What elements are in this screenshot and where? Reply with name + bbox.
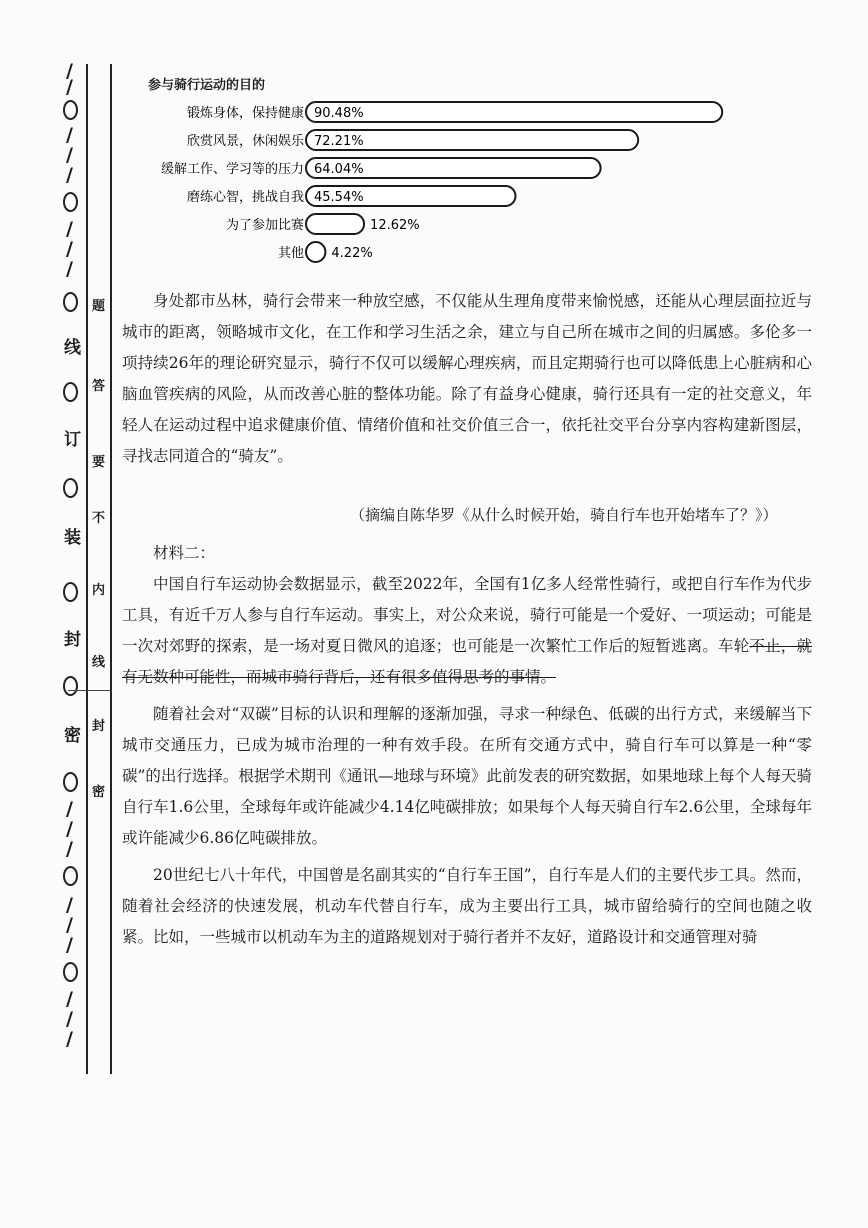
cut-circle	[63, 582, 78, 602]
notice-word: 答	[92, 379, 106, 394]
cut-circle	[63, 962, 78, 982]
chart-title: 参与骑行运动的目的	[148, 78, 266, 93]
paragraph	[122, 569, 812, 693]
bar	[306, 214, 364, 234]
category-label: 其他	[277, 246, 304, 261]
cut-mark: /	[66, 60, 73, 82]
value-label: 45.54%	[314, 190, 364, 205]
cut-circle	[63, 100, 78, 120]
cut-mark: /	[66, 914, 73, 936]
paragraph: 随着社会对“双碳”目标的认识和理解的逐渐加强，寻求一种绿色、低碳的出行方式，来缓解当下城市交通压力，已成为城市治理的一种有效手段。在所有交通方式中，骑自行车可以算是一种“零碳”的出行选择。根据学术期刊《通讯—地球与环境》此前发表的研究数据，如果地球上每个人每天骑自行车1.6公里，全球每年或许能减少4.14亿吨碳排放；如果每个人每天骑自行车2.6公里，全球每年或许能减少6.86亿吨碳排放。	[122, 705, 812, 847]
margin-rule-left	[86, 64, 88, 1074]
margin-rule-right	[110, 64, 112, 1074]
notice-word: 题	[92, 299, 106, 314]
material-2-body	[122, 538, 812, 953]
notice-word: 不	[92, 511, 106, 526]
paragraph-text: 中国自行车运动协会数据显示，截至2022年，全国有1亿多人经常性骑行，或把自行车作为代步工具，有近千万人参与自行车运动。事实上，对公众来说，骑行可能是一个爱好、一项运动；可能是一次对郊野的探索，是一场对夏日微风的追逐；也可能是一次繁忙工作后的短暂逃离。车轮	[122, 575, 812, 655]
bar-chart	[120, 96, 780, 272]
seal-word: 密	[64, 726, 81, 746]
cut-circle	[63, 192, 78, 212]
cut-mark: /	[66, 258, 73, 280]
paragraph: 20世纪七八十年代，中国曾是名副其实的“自行车王国”，自行车是人们的主要代步工具。然而，随着社会经济的快速发展，机动车代替自行车，成为主要出行工具，城市留给骑行的空间也随之收紧。比如，一些城市以机动车为主的道路规划对于骑行者并不友好，道路设计和交通管理对骑	[122, 866, 812, 946]
value-label: 90.48%	[314, 106, 364, 121]
bar	[306, 242, 325, 262]
cut-mark: /	[66, 798, 73, 820]
cut-mark: /	[66, 218, 73, 240]
cut-mark: /	[66, 144, 73, 166]
paragraph: 身处都市丛林，骑行会带来一种放空感，不仅能从生理角度带来愉悦感，还能从心理层面拉近与城市的距离，领略城市文化，在工作和学习生活之余，建立与自己所在城市之间的归属感。多伦多一项持续26年的理论研究显示，骑行不仅可以缓解心理疾病，而且定期骑行也可以降低患上心脏病和心脑血管疾病的风险，从而改善心脏的整体功能。除了有益身心健康，骑行还具有一定的社交意义，年轻人在运动过程中追求健康价值、情绪价值和社交价值三合一，依托社交平台分享内容构建新图层，寻找志同道合的“骑友”。	[122, 292, 812, 465]
category-label: 磨练心智，挑战自我	[186, 190, 304, 205]
cut-mark: /	[66, 164, 73, 186]
notice-word: 内	[92, 583, 106, 598]
cut-mark: /	[66, 818, 73, 840]
cut-circle	[63, 866, 78, 886]
cut-circle	[63, 772, 78, 792]
cut-circle	[63, 382, 78, 402]
value-label: 64.04%	[314, 162, 364, 177]
cut-mark: /	[66, 124, 73, 146]
struck-text: 不止，就有无数种可能性，而城市骑行背后，还有很多值得思考的事情。	[122, 637, 812, 686]
value-label: 12.62%	[370, 218, 420, 233]
category-label: 缓解工作、学习等的压力	[160, 162, 304, 177]
value-label: 72.21%	[314, 134, 364, 149]
cut-mark: /	[66, 238, 73, 260]
seal-word: 线	[64, 338, 81, 358]
binding-margin	[0, 0, 112, 1228]
cut-circle	[63, 676, 78, 696]
cut-mark: /	[66, 988, 73, 1010]
cut-mark: /	[66, 838, 73, 860]
cut-mark: /	[66, 894, 73, 916]
cut-mark: /	[66, 76, 73, 98]
notice-word: 封	[92, 719, 106, 734]
seal-word: 装	[64, 528, 81, 548]
seal-word: 封	[64, 630, 81, 650]
material-2-heading: 材料二：	[153, 544, 216, 562]
material-1-body	[122, 286, 812, 472]
bar	[306, 102, 722, 122]
notice-word: 密	[92, 785, 106, 800]
cut-circle	[63, 478, 78, 498]
cut-mark: /	[66, 934, 73, 956]
cut-mark: /	[66, 1008, 73, 1030]
seal-dash-line	[68, 690, 112, 691]
category-label: 欣赏风景，休闲娱乐	[186, 134, 304, 149]
notice-word: 要	[92, 455, 106, 470]
cut-mark: /	[66, 1028, 73, 1050]
category-label: 锻炼身体，保持健康	[186, 106, 304, 121]
value-label: 4.22%	[331, 246, 373, 261]
category-label: 为了参加比赛	[225, 218, 304, 233]
notice-word: 线	[92, 655, 106, 670]
source-citation: （摘编自陈华罗《从什么时候开始，骑自行车也开始堵车了？》）	[350, 506, 778, 524]
cut-circle	[63, 292, 78, 312]
seal-word: 订	[64, 430, 81, 450]
